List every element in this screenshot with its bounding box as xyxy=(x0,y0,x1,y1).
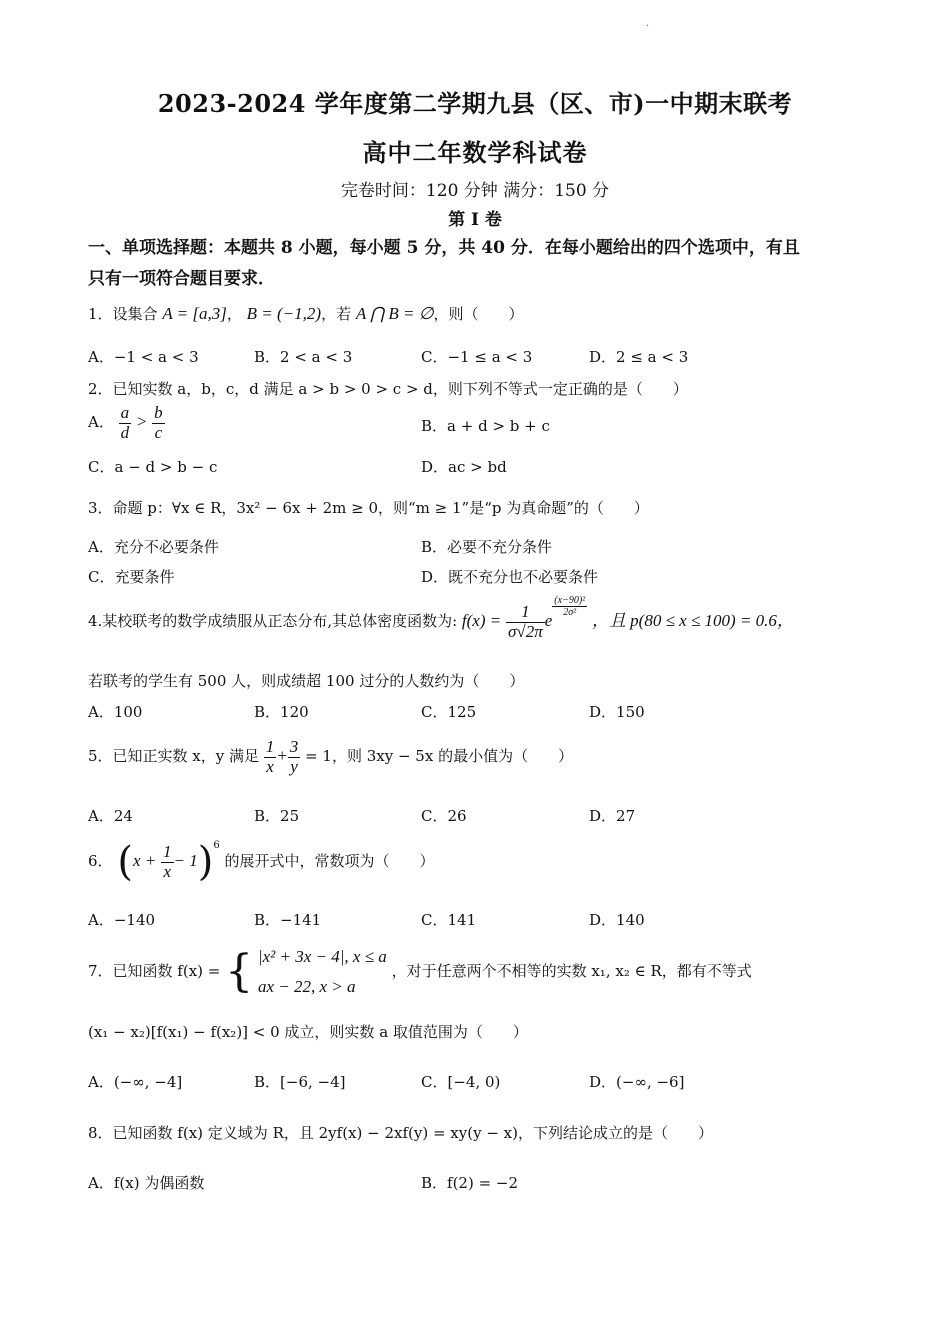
q4-frac-num: 1 xyxy=(506,603,545,623)
q4-option-a: A．100 xyxy=(88,703,143,721)
question-5 xyxy=(88,738,888,776)
volume-label: 第 I 卷 xyxy=(448,210,502,230)
question-3: 3．命题 p：∀x ∈ R，3x² − 6x + 2m ≥ 0，则“m ≥ 1”是“p 为真命题”的（ ） xyxy=(88,499,649,517)
q1-set-b: B = (−1,2) xyxy=(246,304,322,323)
q2-frac1-num: a xyxy=(120,403,130,422)
q1-condition: A ⋂ B = ∅ xyxy=(355,304,434,323)
q4-line2: 若联考的学生有 500 人，则成绩超 100 过分的人数约为（ ） xyxy=(88,672,525,690)
q2-relation: > xyxy=(135,412,148,432)
q4-fx: f(x) = xyxy=(461,611,502,631)
q4-density-fraction xyxy=(506,603,545,641)
q4-exp-num: (x−90)² xyxy=(554,594,586,606)
q7-cases xyxy=(258,942,387,1002)
q8-option-b: B．f(2) = −2 xyxy=(421,1174,519,1192)
q5-frac2-num: 3 xyxy=(289,737,299,756)
question-8: 8．已知函数 f(x) 定义域为 R，且 2yf(x) − 2xf(y) = xy(y − x)，下列结论成立的是（ ） xyxy=(88,1124,713,1142)
q5-option-d: D．27 xyxy=(589,807,636,825)
q1-set-a: A = [a,3] xyxy=(162,304,227,323)
q3-option-c: C．充要条件 xyxy=(88,568,175,586)
q3-option-b: B．必要不充分条件 xyxy=(421,538,553,556)
q7-stem-post: ，对于任意两个不相等的实数 x₁, x₂ ∈ R，都有不等式 xyxy=(391,962,752,980)
q5-option-a: A．24 xyxy=(88,807,133,825)
q4-frac-den: σ√2π xyxy=(508,621,543,641)
exam-title: 2023-2024 学年度第二学期九县（区、市)一中期末联考 xyxy=(157,89,793,118)
q7-case2: ax − 22, x > a xyxy=(257,977,356,996)
q5-frac2-den: y xyxy=(290,756,298,776)
q7-line2: (x₁ − x₂)[f(x₁) − f(x₂)] < 0 成立，则实数 a 取值范围为（ ） xyxy=(88,1023,528,1041)
q4-stem-pre: 4.某校联考的数学成绩服从正态分布,其总体密度函数为: xyxy=(88,612,458,631)
q4-option-d: D．150 xyxy=(589,703,645,721)
q2-option-b: B．a + d > b + c xyxy=(421,417,550,435)
q4-exp-den: 2σ² xyxy=(563,606,577,618)
q4-option-c: C．125 xyxy=(421,703,477,721)
q5-option-b: B．25 xyxy=(254,807,300,825)
q1-separator: ， xyxy=(226,305,242,323)
q8-option-a: A．f(x) 为偶函数 xyxy=(88,1174,205,1192)
q6-option-d: D．140 xyxy=(589,911,645,929)
q6-option-a: A．−140 xyxy=(88,911,156,929)
question-4 xyxy=(88,594,888,641)
q2-option-a xyxy=(88,404,165,442)
question-6 xyxy=(88,839,888,885)
q6-option-b: B．−141 xyxy=(254,911,322,929)
q7-stem-pre: 7．已知函数 f(x) = xyxy=(88,962,221,980)
q5-frac-3-over-y xyxy=(288,738,301,776)
q5-stem-post: = 1，则 3xy − 5x 的最小值为（ ） xyxy=(305,747,574,766)
q7-case1: |x² + 3x − 4|, x ≤ a xyxy=(257,947,387,966)
corner-dot: . xyxy=(646,18,650,29)
q3-option-a: A．充分不必要条件 xyxy=(88,538,219,556)
question-7 xyxy=(88,942,888,1002)
q7-option-a: A．(−∞, −4] xyxy=(88,1073,183,1091)
q2-option-d: D．ac > bd xyxy=(421,458,507,476)
q7-option-b: B．[−6, −4] xyxy=(254,1073,346,1091)
exam-subtitle: 高中二年数学科试卷 xyxy=(362,138,588,167)
q4-exponent xyxy=(552,595,587,618)
q4-condition: ，且 p(80 ≤ x ≤ 100) = 0.6， xyxy=(591,611,794,631)
q6-stem-post: 的展开式中，常数项为（ ） xyxy=(224,852,435,870)
section-heading xyxy=(88,233,878,295)
q6-frac-1-over-x xyxy=(161,843,174,881)
section-heading-line1: 一、单项选择题：本题共 8 小题，每小题 5 分，共 40 分．在每小题给出的四个选项中，有且 xyxy=(88,238,800,258)
q2-fraction-a-over-d xyxy=(119,404,132,442)
q5-frac1-den: x xyxy=(266,756,274,776)
q6-frac-den: x xyxy=(163,861,172,881)
q2-option-c: C．a − d > b − c xyxy=(88,458,218,476)
q7-option-d: D．(−∞, −6] xyxy=(589,1073,685,1091)
q2-option-a-label: A． xyxy=(88,413,114,432)
q6-number: 6． xyxy=(88,852,113,870)
q6-power: 6 xyxy=(213,840,220,851)
question-2: 2．已知实数 a，b，c，d 满足 a > b > 0 > c > d，则下列不等式一定正确的是（ ） xyxy=(88,380,688,398)
question-1 xyxy=(88,303,888,324)
q3-option-d: D．既不充分也不必要条件 xyxy=(421,568,599,586)
q6-frac-num: 1 xyxy=(163,841,172,861)
q7-option-c: C．[−4, 0) xyxy=(421,1073,501,1091)
q6-left-paren: ( xyxy=(117,839,133,885)
q5-frac-1-over-x xyxy=(264,738,277,776)
q7-brace: { xyxy=(225,946,254,997)
q5-option-c: C．26 xyxy=(421,807,467,825)
q1-cond-pre: ，若 xyxy=(321,305,352,323)
q1-option-c: C．−1 ≤ a < 3 xyxy=(421,348,533,366)
q4-e: e xyxy=(544,611,553,631)
q6-option-c: C．141 xyxy=(421,911,477,929)
q5-plus: + xyxy=(276,746,288,766)
q1-tail: ，则（ ） xyxy=(433,305,524,323)
q4-option-b: B．120 xyxy=(254,703,309,721)
q6-x-plus: x + xyxy=(132,851,157,870)
q2-frac2-den: c xyxy=(154,422,163,442)
q1-option-a: A．−1 < a < 3 xyxy=(88,348,199,366)
q2-fraction-b-over-c xyxy=(152,404,165,442)
time-info: 完卷时间：120 分钟 满分：150 分 xyxy=(340,181,610,201)
q2-frac2-num: b xyxy=(154,403,163,422)
section-heading-line2: 只有一项符合题目要求． xyxy=(88,269,275,289)
q5-frac1-num: 1 xyxy=(265,737,275,756)
q2-frac1-den: d xyxy=(120,422,130,442)
q1-option-b: B．2 < a < 3 xyxy=(254,348,353,366)
q5-stem-pre: 5．已知正实数 x，y 满足 xyxy=(88,747,260,766)
q6-minus-one: − 1 xyxy=(173,851,198,870)
q1-option-d: D．2 ≤ a < 3 xyxy=(589,348,689,366)
q1-number: 1．设集合 xyxy=(88,305,158,323)
q6-right-paren: ) xyxy=(197,839,214,885)
